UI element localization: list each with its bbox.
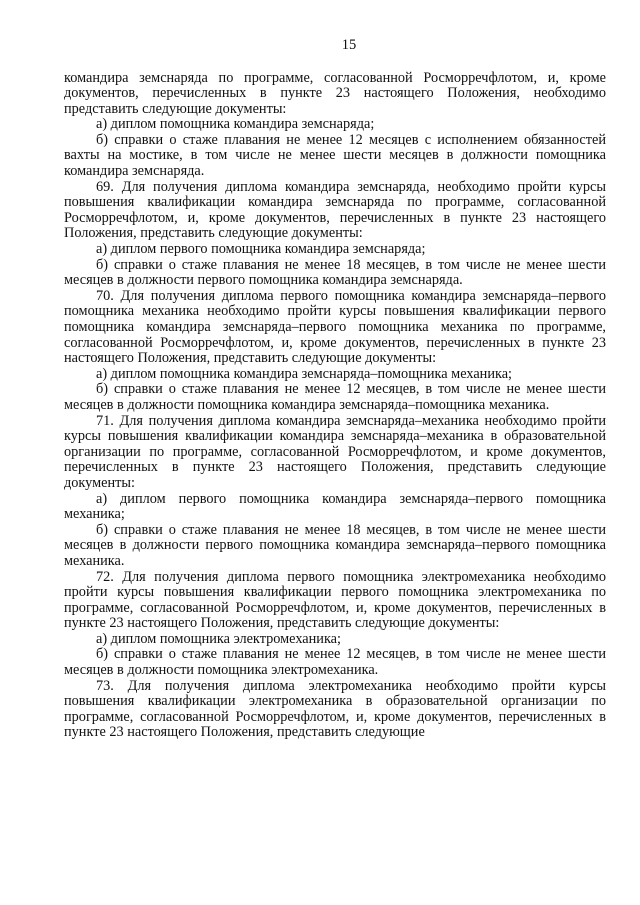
paragraph-71: 71. Для получения диплома командира земснаряда–механика необходимо пройти курсы повышения квалификации командира земснаряда–механика в образовательной организации по программе, согласованной Росморречфлотом, и кроме документов, перечисленных в пункте 23 настоящего Положения, представить следующие документы: (64, 412, 606, 491)
list-item: б) справки о стаже плавания не менее 18 месяцев, в том числе не менее шести месяцев в должности первого помощника командира земснаряда. (64, 256, 606, 289)
list-item: б) справки о стаже плавания не менее 12 месяцев, в том числе не менее шести месяцев в должности помощника электромеханика. (64, 646, 606, 679)
list-item: б) справки о стаже плавания не менее 12 месяцев, в том числе не менее шести месяцев в должности помощника командира земснаряда–помощника механика. (64, 381, 606, 413)
paragraph-70: 70. Для получения диплома первого помощника командира земснаряда–первого помощника механика необходимо пройти курсы повышения квалификации первого помощника командира земснаряда–первого помощника механика по программе, согласованной Росморречфлотом, и, кроме документов, перечисленных в пункте 23 настоящего Положения, представить следующие документы: (64, 287, 606, 367)
list-item: б) справки о стаже плавания не менее 18 месяцев, в том числе не менее шести месяцев в должности первого помощника командира земснаряда–первого помощника механика. (64, 521, 606, 569)
list-item: а) диплом помощника командира земснаряда–помощника механика; (96, 365, 513, 382)
document-body (64, 71, 606, 742)
paragraph-73: 73. Для получения диплома электромеханика необходимо пройти курсы повышения квалификации электромеханика в образовательной организации по программе, согласованной Росморречфлотом, и, кроме документов, перечисленных в пункте 23 настоящего Положения, представить следующие (64, 677, 606, 741)
list-item: б) справки о стаже плавания не менее 12 месяцев с исполнением обязанностей вахты на мостике, в том числе не менее шести месяцев в должности помощника командира земснаряда. (64, 131, 606, 180)
paragraph-69: 69. Для получения диплома командира земснаряда, необходимо пройти курсы повышения квалификации командира земснаряда по программе, согласованной Росморречфлотом, и, кроме документов, перечисленных в пункте 23 настоящего Положения, представить следующие документы: (64, 178, 606, 242)
list-item: а) диплом помощника электромеханика; (96, 630, 341, 647)
page-number: 15 (341, 37, 357, 53)
list-item: а) диплом первого помощника командира земснаряда; (96, 241, 426, 258)
paragraph-continuation: командира земснаряда по программе, согласованной Росморречфлотом, и, кроме документов, перечисленных в пункте 23 настоящего Положения, необходимо представить следующие документы: (64, 69, 606, 117)
paragraph-72: 72. Для получения диплома первого помощника электромеханика необходимо пройти курсы повышения квалификации первого помощника электромеханика по программе, согласованной Росморречфлотом, и, кроме документов, перечисленных в пункте 23 настоящего Положения, представить следующие документы: (64, 568, 606, 632)
list-item: а) диплом первого помощника командира земснаряда–первого помощника механика; (64, 490, 606, 523)
list-item: а) диплом помощника командира земснаряда; (96, 116, 375, 133)
